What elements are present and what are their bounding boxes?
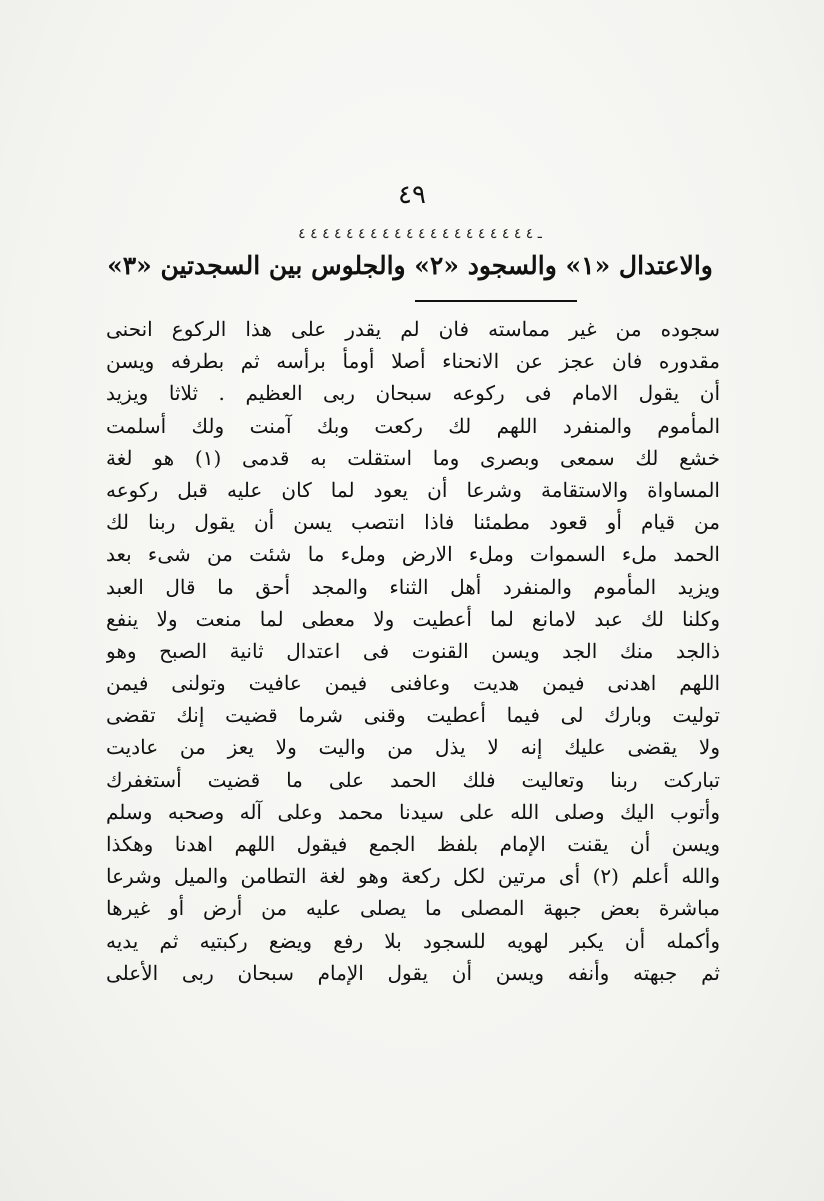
text-line: خشع لك سمعى وبصرى وما استقلت به قدمى (١) هو لغة (106, 445, 720, 470)
text-line: المأموم والمنفرد اللهم لك ركعت وبك آمنت ولك أسلمت (106, 413, 720, 438)
text-line: أن يقول الامام فى ركوعه سبحان ربى العظيم . ثلاثا ويزيد (106, 381, 720, 406)
heading-divider (415, 300, 577, 302)
text-line: ذالجد منك الجد ويسن القنوت فى اعتدال ثانية الصبح وهو (106, 638, 720, 663)
text-line: وأتوب اليك وصلى الله على سيدنا محمد وعلى آله وصحبه وسلم (106, 799, 720, 824)
text-line: سجوده من غير مماسته فان لم يقدر على هذا الركوع انحنى (106, 317, 720, 341)
running-head: والاعتدال «١» والسجود «٢» والجلوس بين السجدتين «٣» (107, 251, 713, 280)
text-line: ولا يقضى عليك إنه لا يذل من واليت ولا يعز من عاديت (106, 735, 720, 760)
text-line: مباشرة بعض جبهة المصلى ما يصلى عليه من أرض أو غيرها (106, 896, 720, 921)
text-line: الحمد ملء السموات وملء الارض وملء ما شئت من شىء بعد (106, 542, 720, 567)
text-line: توليت وبارك لى فيما أعطيت وقنى شرما قضيت إنك تقضى (106, 703, 720, 728)
page-number: ٤٩ (398, 180, 426, 210)
text-line: تباركت ربنا وتعاليت فلك الحمد على ما قضيت أستغفرك (106, 767, 720, 792)
text-line: من قيام أو قعود مطمئنا فاذا انتصب يسن أن يقول ربنا لك (106, 510, 720, 535)
text-line: وكلنا لك عبد لامانع لما أعطيت ولا معطى لما منعت ولا ينفع (106, 606, 720, 631)
text-line: ويزيد المأموم والمنفرد أهل الثناء والمجد أحق ما قال العبد (106, 574, 720, 599)
text-line: اللهم اهدنى فيمن هديت وعافنى فيمن عافيت وتولنى فيمن (106, 671, 720, 696)
text-line: مقدوره فان عجز عن الانحناء أصلا أومأ برأسه ثم بطرفه ويسن (106, 349, 720, 374)
text-line: والله أعلم (٢) أى مرتين لكل ركعة وهو لغة التطامن والميل وشرعا (106, 864, 720, 889)
text-line: ثم جبهته وأنفه ويسن أن يقول الإمام سبحان ربى الأعلى (106, 960, 720, 985)
heading-diacritics: ـ ٤ ٤ ٤ ٤ ٤ ٤ ٤ ٤ ٤ ٤ ٤ ٤ ٤ ٤ ٤ ٤ ٤ ٤ ٤ ٤ (298, 226, 542, 242)
body-text (106, 313, 720, 989)
text-line: المساواة والاستقامة وشرعا أن يعود لما كان عليه قبل ركوعه (106, 477, 720, 502)
text-line: ويسن أن يقنت الإمام بلفظ الجمع فيقول اللهم اهدنا وهكذا (106, 832, 720, 856)
text-line: وأكمله أن يكبر لهويه للسجود بلا رفع ويضع ركبتيه ثم يديه (106, 928, 720, 953)
